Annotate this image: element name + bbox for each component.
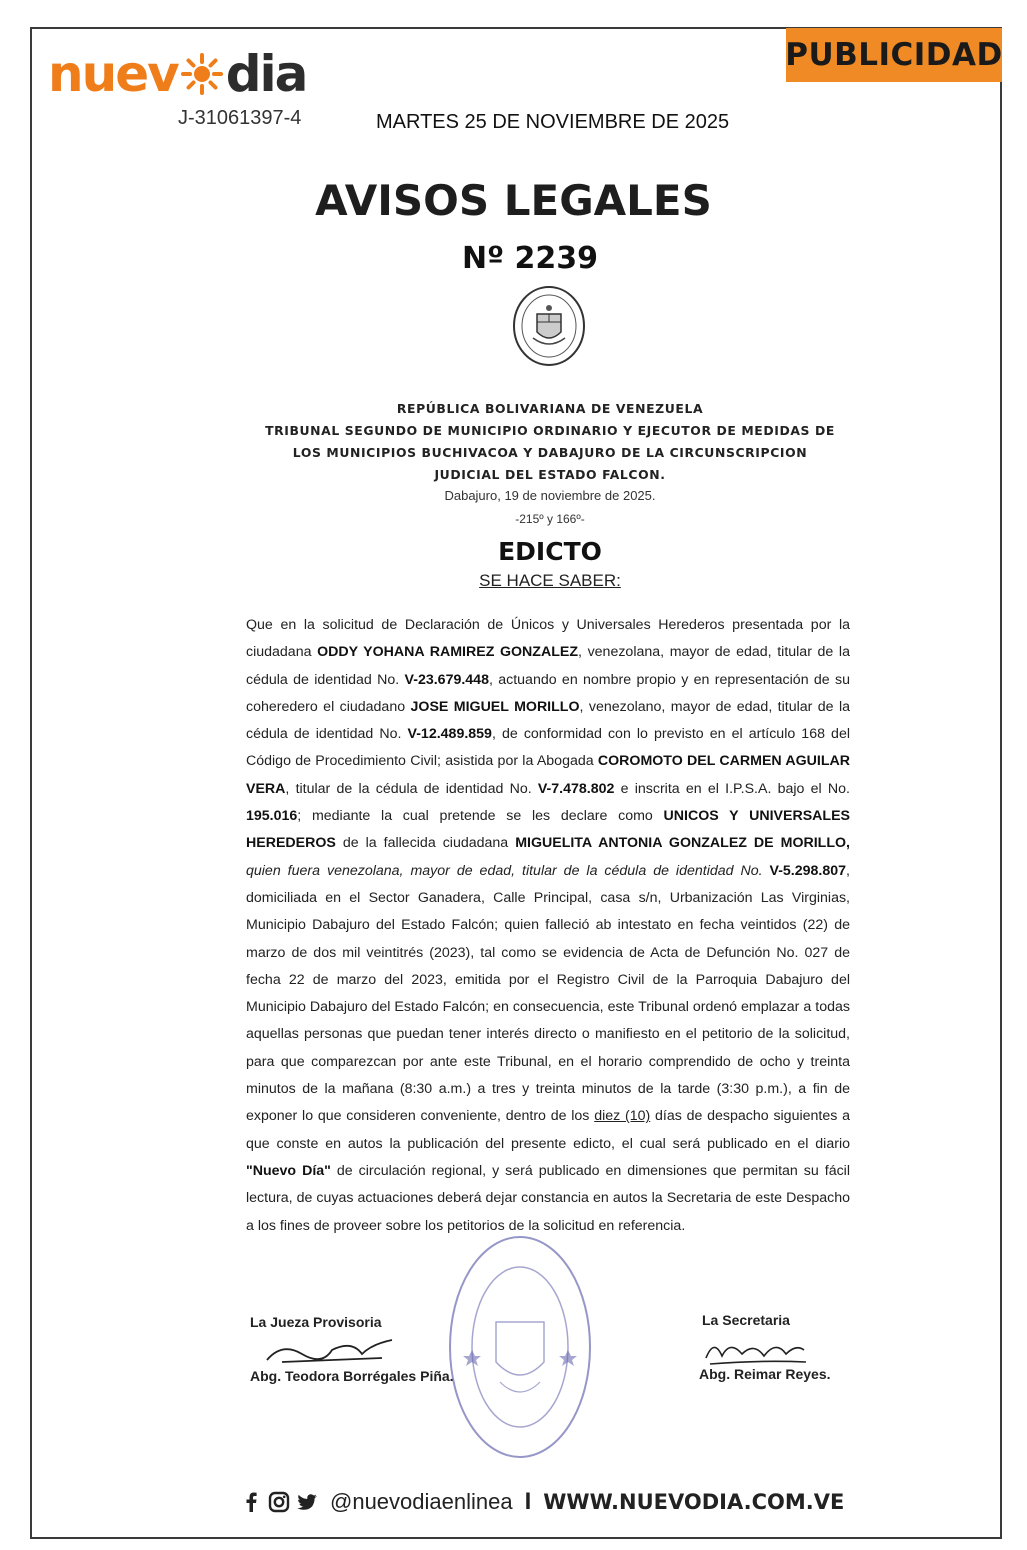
id-number: V-5.298.807	[769, 862, 847, 879]
publication-date: MARTES 25 DE NOVIEMBRE DE 2025	[376, 111, 730, 133]
edict-body	[246, 612, 850, 1240]
court-line: JUDICIAL DEL ESTADO FALCON.	[434, 467, 666, 482]
body-text: , venezolano, mayor de edad, titular de la cédula de identidad No.	[246, 698, 850, 743]
body-text: de circulación regional, y será publicado en dimensiones que permitan su fácil lectura, de cuyas actuaciones deberá dejar constancia en autos la Secretaria de este Despacho a los fines de proveer sobre los petitorios de la solicitud en referencia.	[246, 1162, 850, 1234]
judge-name: Abg. Teodora Borrégales Piña.	[250, 1368, 454, 1384]
deadline-days: diez (10)	[594, 1108, 651, 1125]
court-line: LOS MUNICIPIOS BUCHIVACOA Y DABAJURO DE LA CIRCUNSCRIPCION	[292, 445, 808, 460]
lawyer-name: COROMOTO DEL CARMEN AGUILAR VERA	[246, 753, 851, 797]
body-text: , venezolana, mayor de edad, titular de la cédula de identidad No.	[246, 644, 850, 688]
notice-number: Nº 2239	[462, 241, 598, 276]
publicidad-badge: PUBLICIDAD	[786, 28, 1002, 82]
edict-subtitle	[200, 571, 900, 591]
ipsa-number: 195.016	[246, 808, 298, 825]
coat-of-arms-seal-icon	[511, 284, 587, 368]
body-text: Que en la solicitud de Declaración de Únicos y Universales Herederos presentada por la ciudadana	[246, 617, 850, 661]
judge-signature	[262, 1332, 402, 1372]
secretary-title: La Secretaria	[702, 1312, 790, 1328]
body-text: , titular de la cédula de identidad No.	[285, 780, 538, 797]
social-handle[interactable]: @nuevodiaenlinea	[330, 1489, 513, 1514]
section-title: AVISOS LEGALES	[315, 176, 712, 225]
id-number: V-7.478.802	[537, 780, 615, 797]
edict-subtitle-text: SE HACE SABER:	[479, 571, 621, 590]
newspaper-name: "Nuevo Día"	[246, 1162, 331, 1179]
official-stamp-icon	[446, 1232, 594, 1462]
deceased-name: MIGUELITA ANTONIA GONZALEZ DE MORILLO,	[515, 835, 850, 852]
logo-text-part2: dia	[225, 45, 307, 103]
body-text: e inscrita en el I.P.S.A. bajo el No.	[614, 780, 850, 797]
petitioner-name: ODDY YOHANA RAMIREZ GONZALEZ	[317, 644, 579, 661]
body-text: quien fuera venezolana, mayor de edad, titular de la cédula de identidad No.	[246, 862, 770, 879]
independence-years: -215º y 166º-	[515, 512, 585, 526]
secretary-signature	[700, 1334, 810, 1370]
tax-id: J-31061397-4	[178, 107, 302, 129]
body-text: , domiciliada en el Sector Ganadera, Calle Principal, casa s/n, Urbanización Las Virginias, Municipio Dabajuro del Estado Falcón; quien falleció ab intestato en fecha veintidos (22) de marzo de dos mil veintitrés (2023), tal como se evidencia de Acta de Defunción No. 027 de fecha 22 de marzo del 2023, emitida por el Registro Civil de la Parroquia Dabajuro del Municipio Dabajuro del Estado Falcón; en consecuencia, este Tribunal ordenó emplazar a todas aquellas personas que puedan tener interés directo o manifiesto en el petitorio de la solicitud, para que comparezcan por ante este Tribunal, en el horario comprendido de ocho y treinta minutos de la mañana (8:30 a.m.) a tres y treinta minutos de la tarde (3:30 p.m.), a fin de exponer lo que consideren conveniente, dentro de los	[246, 862, 850, 1125]
instagram-icon[interactable]	[268, 1491, 290, 1513]
court-line: REPÚBLICA BOLIVARIANA DE VENEZUELA	[396, 401, 704, 416]
body-text: , de conformidad con lo previsto en el artículo 168 del Código de Procedimiento Civil; asistida por la Abogada	[246, 726, 850, 770]
judge-title: La Jueza Provisoria	[250, 1314, 382, 1330]
body-text: de la fallecida ciudadana	[335, 835, 516, 852]
website-link[interactable]: WWW.NUEVODIA.COM.VE	[543, 1490, 845, 1514]
twitter-icon[interactable]	[296, 1491, 318, 1513]
court-heading	[200, 398, 900, 486]
place-date: Dabajuro, 19 de noviembre de 2025.	[444, 488, 656, 503]
heirs-declaration: UNICOS Y UNIVERSALES HEREDEROS	[246, 808, 850, 852]
newspaper-logo	[48, 44, 306, 104]
logo-text-part1: nuev	[48, 45, 178, 103]
footer-separator: I	[524, 1488, 532, 1515]
secretary-name: Abg. Reimar Reyes.	[699, 1366, 831, 1382]
facebook-icon[interactable]	[240, 1491, 262, 1513]
body-text: , actuando en nombre propio y en representación de su coheredero el ciudadano	[246, 671, 850, 715]
court-line: TRIBUNAL SEGUNDO DE MUNICIPIO ORDINARIO Y EJECUTOR DE MEDIDAS DE	[265, 423, 835, 438]
id-number: V-12.489.859	[407, 726, 492, 743]
edict-paragraph	[246, 612, 850, 1240]
body-text: ; mediante la cual pretende se les declare como	[297, 808, 664, 825]
coheir-name: JOSE MIGUEL MORILLO	[410, 698, 580, 715]
sun-logo-icon	[180, 52, 224, 96]
page-footer	[240, 1484, 844, 1520]
id-number: V-23.679.448	[404, 671, 489, 688]
body-text: días de despacho siguientes a que conste en autos la publicación del presente edicto, el cual será publicado en el diario	[246, 1108, 850, 1152]
edict-title: EDICTO	[498, 537, 602, 566]
